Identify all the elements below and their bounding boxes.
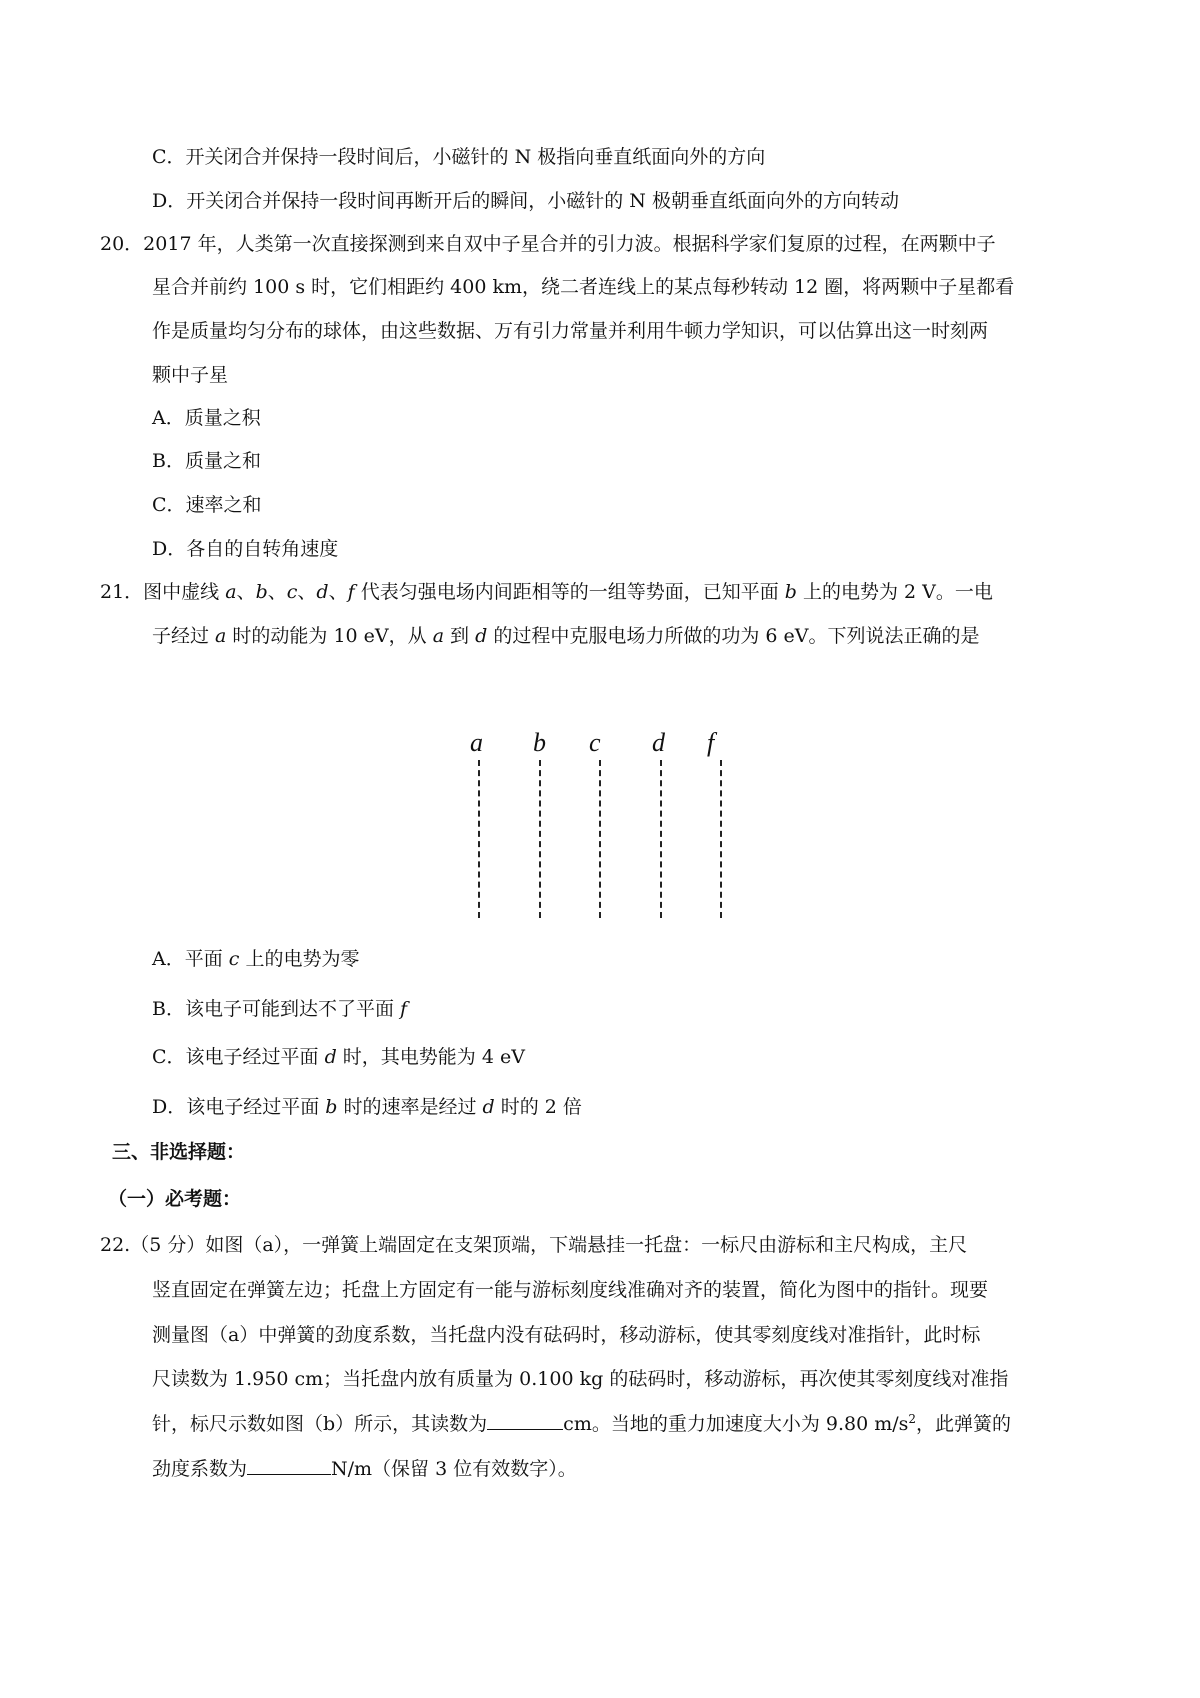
- plane-label-a: a: [470, 728, 483, 757]
- equipotential-line-b: [539, 760, 541, 918]
- q21-option-a: A．平面 c 上的电势为零: [152, 948, 360, 970]
- q22-stem-line2: 竖直固定在弹簧左边；托盘上方固定有一能与游标刻度线准确对齐的装置，简化为图中的指针。现要: [152, 1279, 989, 1301]
- q21-option-d: D．该电子经过平面 b 时的速率是经过 d 时的 2 倍: [152, 1096, 582, 1118]
- q20-option-c: C．速率之和: [152, 494, 262, 516]
- q20-option-a: A．质量之积: [152, 407, 261, 429]
- q20-stem-line2: 星合并前约 100 s 时，它们相距约 400 km，绕二者连线上的某点每秒转动 12 圈，将两颗中子星都看: [152, 276, 1015, 298]
- q19-option-c: C．开关闭合并保持一段时间后，小磁针的 N 极指向垂直纸面向外的方向: [152, 146, 766, 168]
- q21-stem-line1: 21．图中虚线 a、b、c、d、f 代表匀强电场内间距相等的一组等势面，已知平面 b 上的电势为 2 V。一电: [100, 581, 993, 603]
- q21-option-b: B．该电子可能到达不了平面 f: [152, 998, 408, 1020]
- equipotential-line-a: [478, 760, 480, 918]
- answer-blank-reading[interactable]: [487, 1428, 563, 1430]
- q20-stem-line4: 颗中子星: [152, 364, 229, 386]
- equipotential-line-f: [720, 760, 722, 918]
- plane-label-d: d: [652, 728, 665, 757]
- equipotential-line-c: [599, 760, 601, 918]
- equipotential-line-d: [660, 760, 662, 918]
- q20-stem-line1: 20．2017 年，人类第一次直接探测到来自双中子星合并的引力波。根据科学家们复原的过程，在两颗中子: [100, 233, 996, 255]
- section-heading: 三、非选择题：: [112, 1141, 246, 1163]
- plane-label-c: c: [589, 728, 601, 757]
- section-subheading: （一）必考题：: [108, 1188, 242, 1210]
- q22-stem-line3: 测量图（a）中弹簧的劲度系数，当托盘内没有砝码时，移动游标，使其零刻度线对准指针，此时标: [152, 1324, 981, 1346]
- q22-stem-line6: 劲度系数为 N/m（保留 3 位有效数字）。: [152, 1458, 577, 1480]
- q21-stem-line2: 子经过 a 时的动能为 10 eV，从 a 到 d 的过程中克服电场力所做的功为 6 eV。下列说法正确的是: [152, 625, 980, 647]
- q22-stem-line4: 尺读数为 1.950 cm；当托盘内放有质量为 0.100 kg 的砝码时，移动游标，再次使其零刻度线对准指: [152, 1368, 1009, 1390]
- q20-option-d: D．各自的自转角速度: [152, 538, 339, 560]
- q20-option-b: B．质量之和: [152, 450, 261, 472]
- q22-stem-line5: 针，标尺示数如图（b）所示，其读数为 cm。当地的重力加速度大小为 9.80 $m/s^2$，此弹簧的: [152, 1412, 1012, 1435]
- plane-label-b: b: [533, 728, 546, 757]
- q21-option-c: C．该电子经过平面 d 时，其电势能为 4 eV: [152, 1046, 525, 1068]
- q20-stem-line3: 作是质量均匀分布的球体，由这些数据、万有引力常量并利用牛顿力学知识，可以估算出这一时刻两: [152, 320, 989, 342]
- plane-label-f: f: [707, 728, 715, 757]
- q22-stem-line1: 22.（5 分）如图（a），一弹簧上端固定在支架顶端，下端悬挂一托盘：一标尺由游标和主尺构成，主尺: [100, 1234, 968, 1256]
- q19-option-d: D．开关闭合并保持一段时间再断开后的瞬间，小磁针的 N 极朝垂直纸面向外的方向转动: [152, 190, 899, 212]
- answer-blank-spring-constant[interactable]: [247, 1473, 331, 1475]
